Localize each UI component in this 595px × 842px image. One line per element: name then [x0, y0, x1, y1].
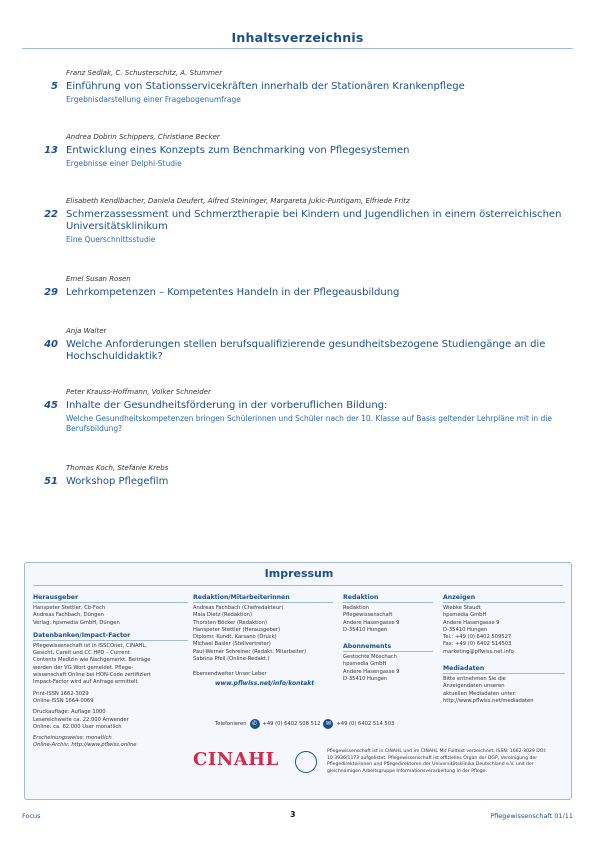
- imp-line: Hanspeter Stettler (Herausgeber): [193, 626, 281, 633]
- toc-page-number: 51: [44, 476, 58, 487]
- toc-entry[interactable]: [22, 463, 573, 488]
- phone-icon: ✆: [250, 719, 260, 729]
- toc-entry[interactable]: [22, 196, 573, 245]
- heading-rule: [22, 48, 573, 49]
- toc-page-number: 13: [44, 145, 58, 156]
- impressum-rule: [33, 585, 563, 586]
- imp-line: Andere Hasengasse 9: [443, 619, 500, 626]
- imp-line: Maia Dietz (Redaktion): [193, 612, 252, 619]
- imp-line: Erscheinungsweise: monatlich: [33, 735, 112, 742]
- imp-line: hpsmedia GmbH: [443, 612, 487, 619]
- section-heading: Datenbanken/Impact-Factor: [33, 631, 188, 641]
- imp-line: Print-ISSN 1662-3029: [33, 690, 89, 697]
- cinahl-logo: [193, 749, 323, 779]
- toc-title[interactable]: Entwicklung eines Konzepts zum Benchmarking von Pflegesystemen: [66, 145, 410, 156]
- toc-entry[interactable]: [22, 274, 573, 299]
- imp-line: Lesereichweite ca. 22.000 Anwender: [33, 716, 129, 723]
- imp-line: Paul-Werner Schreiner (Redakt. Mitarbeiter): [193, 648, 307, 655]
- imp-line: Online-ISSN 1664-0069: [33, 697, 94, 704]
- phone-number[interactable]: +49 (0) 6402 508 512: [262, 721, 321, 727]
- imp-line: Wiebke Staudt: [443, 605, 481, 611]
- redaktion-mitarbeiter-section: [193, 593, 333, 688]
- section-heading: Herausgeber: [33, 593, 188, 603]
- toc-page-number: 40: [44, 339, 58, 350]
- section-heading: Abonnements: [343, 642, 433, 652]
- toc-authors: Elisabeth Kendlbacher, Daniela Deufert, Alfred Steininger, Margareta Jukic-Puntigam, Elfriede Fritz: [66, 197, 410, 205]
- toc-page-number: 29: [44, 287, 58, 298]
- toc-authors: Anja Walter: [66, 327, 107, 335]
- page-title: Inhaltsverzeichnis: [231, 30, 364, 45]
- impressum-box: [24, 562, 572, 800]
- redaktion-section: [343, 593, 433, 683]
- imp-line: Anzeigendaten unseren: [443, 683, 505, 690]
- contact-row: [215, 719, 565, 729]
- imp-line: Redaktion: [343, 605, 369, 611]
- imp-line: Tel.: +49 (0) 6402 509527: [443, 634, 512, 641]
- toc-title[interactable]: Inhalte der Gesundheitsförderung in der vorberuflichen Bildung:: [66, 400, 388, 411]
- imp-line: Druckauflage: Auflage 1000: [33, 709, 106, 716]
- imp-line: Andreas Fachbach (Chefredakteur): [193, 605, 284, 611]
- toc-page-number: 5: [51, 81, 58, 92]
- toc-title[interactable]: Welche Anforderungen stellen berufsqualifizierende gesundheitsbezogene Studiengänge an die Hochschuldidaktik?: [66, 339, 546, 362]
- imp-line: Online-Archiv: http://www.pflwiss.online: [33, 742, 137, 749]
- footer-section: Focus: [22, 812, 41, 820]
- toc-authors: Franz Sedlak, C. Schusterschitz, A. Stummer: [66, 69, 223, 77]
- toc-subtitle: Welche Gesundheitskompetenzen bringen Schülerinnen und Schüler nach der 10. Klasse auf Basis geltender Lehrpläne mit in die Berufsbildung?: [66, 414, 552, 433]
- anzeigen-section: [443, 593, 565, 705]
- imp-line: D-35410 Hungen: [343, 626, 388, 633]
- toc-entry[interactable]: [22, 132, 573, 169]
- imp-line: Ebersendweiter Unser Leber: [193, 671, 267, 678]
- imp-line: werden der VG Wort gemeldet. Pflege-: [33, 664, 134, 671]
- imp-line: Diplomr. Kundt, Karsano (Druck): [193, 634, 277, 641]
- toc-entry[interactable]: [22, 326, 573, 363]
- imp-line: Impact-Factor wird auf Anfrage ermittelt: [33, 679, 138, 686]
- toc-title[interactable]: Einführung von Stationsservicekräften innerhalb der Stationären Krankenpflege: [66, 81, 465, 92]
- toc-title[interactable]: Workshop Pflegefilm: [66, 476, 169, 487]
- toc-authors: Emel Susan Rosen: [66, 275, 131, 283]
- toc-authors: Andrea Dobrin Schippers, Christiane Becker: [66, 133, 220, 141]
- imp-line[interactable]: http://www.pflwiss.net/mediadaten: [443, 697, 534, 704]
- imp-line: Pflegewissenschaft: [343, 612, 393, 619]
- toc-authors: Thomas Koch, Stefanie Krebs: [66, 464, 169, 472]
- imp-line: Gestochte Möschach: [343, 654, 397, 661]
- phone-label: Telefonieren: [215, 721, 247, 727]
- imp-line: Gesicht, Careit und CC HPD – Current: [33, 650, 130, 657]
- section-heading: Redaktion/Mitarbeiterinnen: [193, 593, 333, 603]
- imp-line: D-35410 Hungen: [343, 676, 388, 683]
- imp-line: Pflegewissenschaft ist in ISSCOnet, CINAHL,: [33, 642, 147, 649]
- fax-number[interactable]: +49 (0) 6402 514 503: [336, 721, 395, 727]
- page-number: 3: [290, 810, 296, 819]
- imp-line: Fax: +49 (0) 6402 514503: [443, 641, 512, 648]
- herausgeber-section: [33, 593, 188, 750]
- contact-link[interactable]: www.pflwiss.net/info/kontakt: [215, 679, 315, 687]
- imp-line: aktuellen Mediadaten unter:: [443, 690, 517, 697]
- imp-line: Andreas Fachbach, Düngen: [33, 612, 104, 619]
- toc-entry[interactable]: [22, 68, 573, 105]
- cinahl-logo-text: CINAHL: [193, 749, 279, 770]
- impressum-footnote: Pflegewissenschaft ist in CINAHL und im CINAHL Mit Fulltext verzeichnet. ISSN: 1662-3029 DOI: 10.3936/1173 aufgelistet. Pflegewissenschaft ist offizielles Organ der DGP, Vereinigung der Pflegedirektorinnen und Pflegedirektoren der Universitätsklinika Deutschland e.V. und der gleichnamigen Arbeitsgruppe Informationsverarbeitung in der Pflege.: [327, 749, 547, 774]
- toc-title[interactable]: Lehrkompetenzen – Kompetentes Handeln in der Pflegeausbildung: [66, 287, 400, 298]
- seal-icon: [295, 751, 317, 773]
- imp-line: Verlag: hpsmedia GmbH, Düngen: [33, 619, 120, 626]
- toc-page-number: 45: [44, 400, 58, 411]
- toc-subtitle: Eine Querschnittsstudie: [66, 235, 156, 244]
- imp-line[interactable]: marketing@pflwiss.net.info: [443, 648, 514, 655]
- section-heading: Anzeigen: [443, 593, 565, 603]
- fax-icon: ✉: [323, 719, 333, 729]
- toc-subtitle: Ergebnisse einer Delphi-Studie: [66, 159, 182, 168]
- section-heading: Mediadaten: [443, 664, 565, 674]
- toc-subtitle: Ergebnisdarstellung einer Fragebogenumfrage: [66, 95, 241, 104]
- imp-line: Online: ca. 62.000 User monatlich: [33, 723, 122, 730]
- imp-line: Hanspeter Stettler, Cb-Foch: [33, 605, 106, 611]
- footer-journal: Pflegewissenschaft 01/11: [490, 812, 573, 820]
- toc-page-number: 22: [44, 209, 58, 220]
- imp-line: Contents Medizin wie Nachgemerkt. Beiträge: [33, 657, 151, 664]
- imp-line: Sabrina Pfeil (Online-Redakt.): [193, 656, 270, 663]
- imp-line: wissenschaft Online bei HON-Code zertifiziert: [33, 672, 151, 679]
- imp-line: Thorsten Böcker (Redaktion): [193, 619, 268, 626]
- section-heading: Redaktion: [343, 593, 433, 603]
- imp-line: Andere Hasengasse 9: [343, 619, 400, 626]
- toc-title[interactable]: Schmerzassessment und Schmerztherapie bei Kindern und Jugendlichen in einem österreichischen Universitätsklinikum: [66, 209, 562, 232]
- imp-line: Bitte entnehmen Sie die: [443, 676, 506, 683]
- toc-entry[interactable]: [22, 387, 573, 434]
- impressum-title: Impressum: [264, 567, 334, 580]
- imp-line: D-35410 Hungen: [443, 626, 488, 633]
- imp-line: hpsmedia GmbH: [343, 661, 387, 668]
- toc-authors: Peter Krauss-Hoffmann, Volker Schneider: [66, 388, 211, 396]
- imp-line: Michael Basler (Stellvertreter): [193, 641, 271, 648]
- imp-line: Andere Hasengasse 9: [343, 668, 400, 675]
